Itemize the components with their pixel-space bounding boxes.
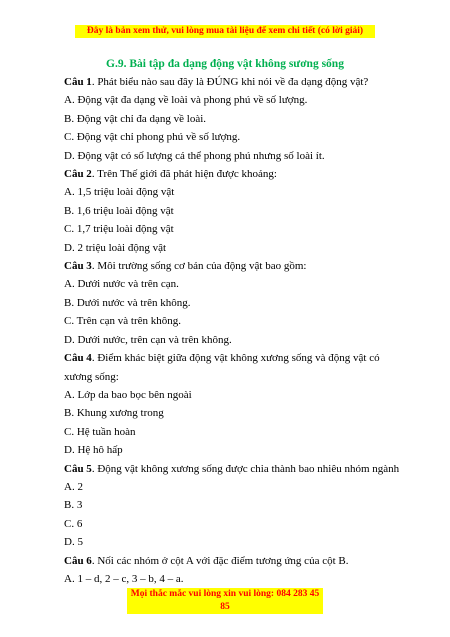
- answer-option: D. 2 triệu loài động vật: [64, 241, 167, 254]
- answer-option: B. Dưới nước và trên không.: [64, 296, 191, 309]
- question-text: . Động vật không xương sống được chia thành bao nhiêu nhóm ngành: [91, 462, 400, 475]
- answer-option: B. Động vật chỉ đa dạng về loài.: [64, 112, 207, 125]
- question-2: [64, 165, 394, 183]
- question-4: [64, 349, 394, 386]
- answer-option: A. Động vật đa dạng về loài và phong phú về số lượng.: [64, 94, 308, 107]
- answer-option: A. Lớp da bao bọc bên ngoài: [64, 388, 192, 401]
- question-label: Câu 6: [64, 554, 92, 567]
- question-label: Câu 4: [64, 352, 92, 365]
- question-label: Câu 3: [64, 260, 92, 273]
- question-label: Câu 1: [64, 76, 92, 88]
- answer-option: B. Khung xương trong: [64, 407, 164, 420]
- answer-option: C. Hệ tuần hoàn: [64, 425, 136, 438]
- answer-option: A. 2: [64, 480, 83, 493]
- answer-option: D. 5: [64, 536, 83, 549]
- question-list: [64, 73, 400, 588]
- question-text: . Trên Thế giới đã phát hiện được khoảng:: [91, 168, 277, 181]
- answer-option: D. Dưới nước, trên cạn và trên không.: [64, 333, 232, 346]
- answer-option: B. 3: [64, 499, 83, 512]
- contact-banner: Mọi thắc mắc vui lòng xin vui lòng: 084 283 45 85: [127, 588, 323, 614]
- question-6: [64, 552, 394, 570]
- question-3: [64, 257, 394, 275]
- answer-option: D. Động vật có số lượng cá thể phong phú nhưng số loài ít.: [64, 149, 325, 162]
- answer-option: D. Hệ hô hấp: [64, 444, 123, 457]
- answer-option: C. Động vật chỉ phong phú về số lượng.: [64, 131, 241, 144]
- answer-option: A. Dưới nước và trên cạn.: [64, 278, 179, 291]
- answer-option: A. 1,5 triệu loài động vật: [64, 186, 175, 199]
- question-1: [64, 73, 394, 91]
- question-text: . Phát biểu nào sau đây là ĐÚNG khi nói về đa dạng động vật?: [91, 76, 369, 88]
- answer-option: A. 1 – d, 2 – c, 3 – b, 4 – a.: [64, 572, 184, 585]
- question-text: . Điểm khác biệt giữa động vật không xương sống và động vật có xương sống:: [64, 352, 380, 383]
- answer-option: C. 6: [64, 517, 83, 530]
- question-label: Câu 2: [64, 168, 92, 181]
- answer-option: B. 1,6 triệu loài động vật: [64, 204, 174, 217]
- question-text: . Nối các nhóm ở cột A với đặc điểm tương ứng của cột B.: [91, 554, 349, 567]
- question-text: . Môi trường sống cơ bản của động vật bao gồm:: [91, 260, 307, 273]
- question-5: [64, 460, 400, 478]
- question-label: Câu 5: [64, 462, 92, 475]
- answer-option: C. Trên cạn và trên không.: [64, 315, 182, 328]
- section-title: G.9. Bài tập đa dạng động vật không sương sống: [106, 58, 344, 70]
- preview-notice-banner: Đây là bản xem thử, vui lòng mua tài liệu để xem chi tiết (có lời giải): [75, 25, 375, 38]
- answer-option: C. 1,7 triệu loài động vật: [64, 223, 174, 236]
